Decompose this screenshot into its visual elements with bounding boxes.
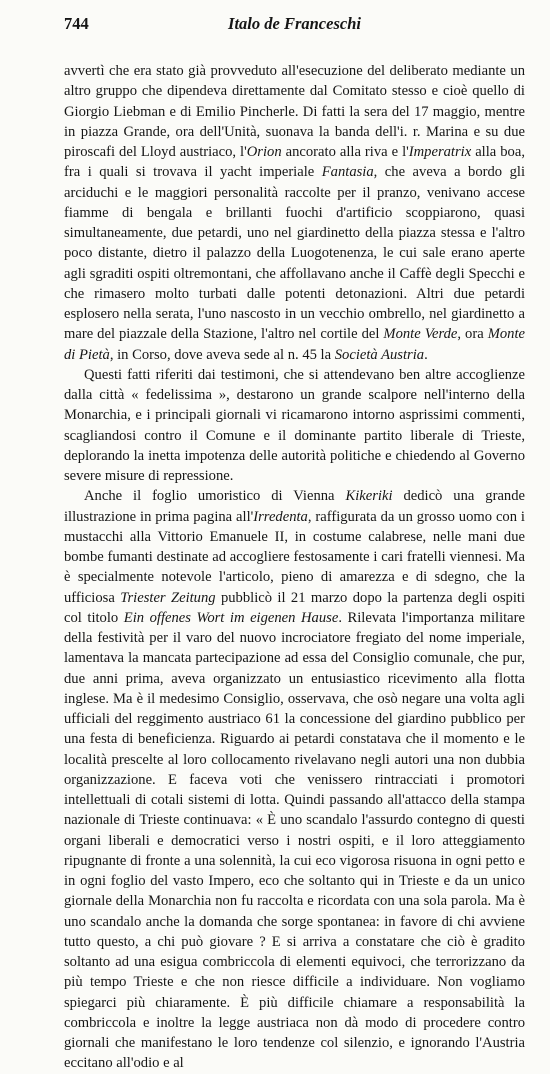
italic-text-run: Orion	[246, 144, 282, 160]
italic-text-run: Monte Verde	[383, 326, 458, 343]
text-run: .	[424, 346, 428, 363]
italic-text-run: Irredenta	[253, 508, 308, 525]
italic-text-run: Monte di Pietà	[64, 326, 525, 363]
text-run: Anche il foglio umoristico di Vienna	[84, 488, 346, 505]
italic-text-run: Imperatrix	[408, 144, 472, 160]
italic-text-run: Società Austria	[334, 346, 425, 363]
text-run: , raffigurata da un grosso uomo con i mustacchi alla Vittorio Emanuele II, in costume calabrese, nelle mani due bombe fumanti destinate ad accogliere festosamente i cari fratelli viennesi. Ma è specialmente notevole l'articolo, pieno di amarezza e di sdegno, che la ufficiosa	[64, 508, 525, 606]
text-run: , che aveva a bordo gli arciduchi e le maggiori personalità raccolte per il pranzo, venivano accese fiamme di bengala e brillanti fuochi d'artificio scoppiarono, quasi simultaneamente, due petardi, uno nel giardinetto della piazza stessa e l'altro poco distante, dietro il palazzo della Luogotenenza, le cui sale erano aperte agli sgraditi ospiti oltremontani, che affollavano anche il Caffè degli Specchi e che rimasero molto turbati dalle potenti detonazioni. Altri due petardi esplosero nella serata, l'uno nascosto in un vecchio ombrello, nel giardinetto a mare del piazzale della Stazione, l'altro nel cortile del	[64, 164, 525, 343]
page-number: 744	[64, 14, 89, 33]
paragraph	[64, 486, 525, 1073]
text-run: , ora	[457, 326, 488, 343]
text-run: ancorato alla riva e l'	[281, 144, 409, 160]
italic-text-run: Triester Zeitung	[120, 589, 216, 606]
text-run: alla boa, fra i quali si trovava il yacht imperiale	[64, 144, 525, 181]
text-run: . Rilevata l'importanza militare della festività per il varo del nuovo incrociatore fregiato del nome imperiale, lamentava la mancata partecipazione ad essa del Consiglio comunale, che pur, due anni prima, aveva organizzato un entusiastico ricevimento alla flotta inglese. Ma è il medesimo Consiglio, osservava, che osò negare una volta agli ufficiali del reggimento austriaco 61 la concessione del giardino pubblico per una festa di beneficienza. Riguardo ai petardi constatava che il momento e le località prescelte al loro collocamento rivelavano negli autori una non dubbia organizzazione. E faceva voti che venissero rintracciati i promotori intellettuali di cotali sistemi di lotta. Quindi passando all'attacco della stampa nazionale di Trieste continuava: « È uno scandalo l'assurdo contegno di questi organi liberali e democratici verso i nostri ospiti, e il loro atteggiamento ripugnante di fronte a una solennità, la cui eco vigorosa risuona in ogni petto e in ogni foglio del vasto Impero, eco che soltanto qui in Trieste e da un unico giornale della Monarchia non fu raccolta e ricordata con una sola parola. Ma è uno scandalo anche la domanda che sorge spontanea: in favore di chi avviene tutto questo, a chi può giovare ? E si arriva a constatare che ciò è gradito soltanto ad una esigua combriccola di elementi equivoci, che terrorizzano da più tempo Trieste e che non riesce difficile a individuare. Non vogliamo spiegarci più chiaramente. È più difficile chiamare a responsabilità la combriccola e inoltre la legge austriaca non dà modo di procedere contro giornali che manifestano le loro tendenze col silenzio, e ignorando l'Austria eccitano all'odio e al	[64, 609, 525, 1072]
text-run: , in Corso, dove aveva sede al n. 45 la	[109, 346, 335, 363]
text-run: Questi fatti riferiti dai testimoni, che si attendevano ben altre accoglienze dalla città « fedelissima », destarono un grande scalpore nell'interno della Monarchia, e i principali giornali vi ricamarono intorno asprissimi commenti, scagliandosi contro il Comune e il dominante partito liberale di Trieste, deplorando la inetta impotenza delle autorità politiche e chiedendo al Governo severe misure di repressione.	[64, 366, 525, 484]
text-run: avvertì che era stato già provveduto all'esecuzione del deliberato mediante un altro gruppo che dipendeva direttamente dal Comitato stesso e cioè quello di Giorgio Liebman e di Emilio Pincherle. Di fatti la sera del 17 maggio, mentre in piazza Grande, ora dell'Unità, suonava la banda dell'i. r. Marina e su due piroscafi del Lloyd austriaco, l'	[64, 63, 525, 160]
running-head	[64, 9, 525, 39]
running-title: Italo de Franceschi	[228, 14, 361, 33]
book-page	[0, 9, 550, 1072]
paragraph	[64, 365, 525, 487]
italic-text-run: Fantasia	[321, 164, 374, 181]
paragraph	[64, 61, 525, 365]
italic-text-run: Ein offenes Wort im eigenen Hause	[123, 609, 339, 626]
text-run: pubblicò il 21 marzo dopo la partenza degli ospiti col titolo	[64, 589, 526, 626]
body-text	[64, 61, 525, 1074]
text-run: dedicò una grande illustrazione in prima pagina all'	[64, 488, 525, 525]
italic-text-run: Kikeriki	[345, 488, 393, 505]
